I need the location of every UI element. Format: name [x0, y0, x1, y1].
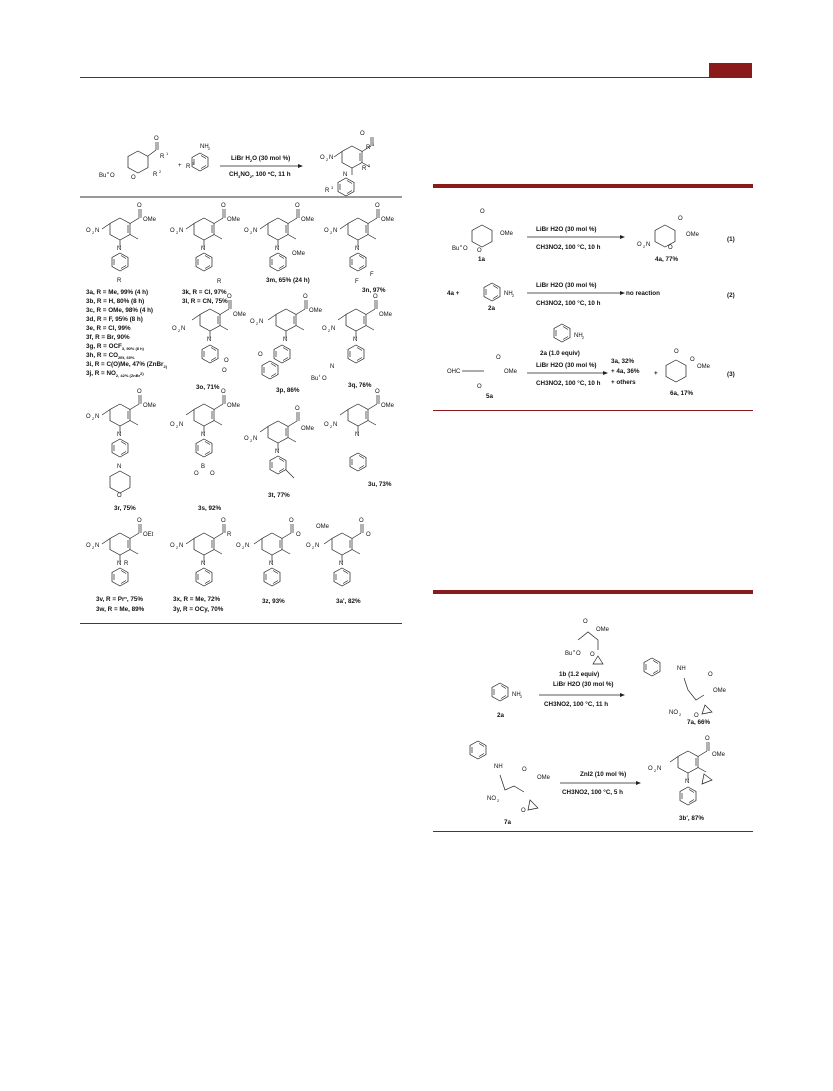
- svg-text:N: N: [95, 414, 100, 420]
- svg-text:O: O: [221, 389, 226, 395]
- svg-text:O: O: [117, 493, 122, 499]
- svg-text:O: O: [360, 131, 365, 137]
- svg-text:O: O: [137, 389, 142, 395]
- svg-text:O: O: [576, 651, 581, 657]
- svg-text:3g, R = OCF3, 90% (8 h): 3g, $R = OCF_{3, 90\% (8 h)}$: [86, 343, 144, 351]
- svg-text:N: N: [283, 337, 288, 343]
- svg-text:2: 2: [92, 416, 95, 421]
- svg-text:NH: NH: [512, 692, 521, 698]
- svg-text:O: O: [296, 532, 301, 538]
- svg-text:OMe: OMe: [712, 752, 726, 758]
- svg-text:O: O: [705, 736, 710, 742]
- svg-text:OMe: OMe: [686, 232, 700, 238]
- svg-text:LiBr H2O (30 mol %): LiBr H2O (30 mol %): [536, 362, 597, 369]
- svg-text:4a, 77%: 4a, 77%: [655, 256, 679, 263]
- compound-3a-3j: [86, 203, 157, 284]
- svg-text:N: N: [179, 422, 184, 428]
- svg-text:OMe: OMe: [504, 369, 518, 375]
- compound-3o: [172, 294, 247, 391]
- svg-text:O: O: [359, 518, 364, 524]
- svg-text:OHC: OHC: [447, 369, 461, 375]
- svg-text:6a, 17%: 6a, 17%: [670, 390, 694, 397]
- svg-text:R: R: [227, 532, 232, 538]
- svg-text:2a: 2a: [488, 305, 496, 312]
- svg-text:OMe: OMe: [537, 775, 551, 781]
- svg-text:O: O: [322, 376, 327, 382]
- svg-text:3i, R = C(O)Me, 47% (ZnBr2): 3i, R = C(O)Me, 47% (ZnBr$_{2)}$: [86, 361, 168, 369]
- svg-text:N: N: [275, 449, 280, 455]
- svg-text:2a (1.0 equiv): 2a (1.0 equiv): [540, 350, 580, 357]
- svg-text:2: 2: [582, 335, 585, 340]
- svg-text:2: 2: [242, 545, 245, 550]
- svg-text:N: N: [179, 228, 184, 234]
- svg-text:O: O: [210, 471, 215, 477]
- svg-text:Bu: Bu: [311, 376, 319, 382]
- svg-text:O: O: [477, 248, 482, 254]
- svg-text:2: 2: [330, 230, 333, 235]
- svg-text:N: N: [275, 246, 280, 252]
- svg-text:1a: 1a: [478, 256, 486, 263]
- svg-text:O: O: [86, 414, 91, 420]
- svg-text:t: t: [319, 373, 321, 378]
- svg-text:OMe: OMe: [227, 217, 241, 223]
- svg-text:OMe: OMe: [143, 403, 157, 409]
- svg-text:1: 1: [166, 151, 169, 156]
- svg-text:2: 2: [679, 712, 682, 717]
- svg-text:Bu: Bu: [99, 173, 107, 179]
- svg-text:N: N: [245, 543, 250, 549]
- svg-text:LiBr H2O (30 mol %): LiBr $H_2O$ (30 mol %): [231, 155, 291, 163]
- compound-3q: [311, 294, 393, 389]
- svg-text:2a: 2a: [497, 712, 505, 719]
- svg-text:O: O: [258, 352, 263, 358]
- svg-text:OMe: OMe: [301, 426, 315, 432]
- svg-text:2: 2: [328, 328, 331, 333]
- svg-text:O: O: [463, 246, 468, 252]
- svg-text:n: n: [573, 648, 576, 653]
- svg-text:OMe: OMe: [227, 403, 241, 409]
- svg-text:3r, 75%: 3r, 75%: [114, 505, 136, 512]
- svg-text:R: R: [124, 561, 129, 567]
- svg-text:N: N: [315, 543, 320, 549]
- svg-text:O: O: [110, 173, 115, 179]
- svg-text:3o, 71%: 3o, 71%: [196, 384, 220, 391]
- svg-text:N: N: [117, 432, 122, 438]
- svg-text:O: O: [322, 326, 327, 332]
- svg-text:N: N: [117, 561, 122, 567]
- svg-text:+ others: + others: [611, 379, 636, 386]
- svg-text:NH: NH: [574, 333, 583, 339]
- svg-text:O: O: [373, 294, 378, 300]
- svg-text:3c, R = OMe, 98% (4 h): 3c, R = OMe, 98% (4 h): [86, 307, 154, 314]
- svg-text:N: N: [201, 561, 206, 567]
- svg-text:O: O: [583, 619, 588, 625]
- svg-text:O: O: [250, 319, 255, 325]
- svg-text:7a: 7a: [504, 819, 512, 826]
- svg-text:2: 2: [250, 230, 253, 235]
- svg-text:3w, R = Me, 89%: 3w, R = Me, 89%: [96, 606, 145, 613]
- svg-text:O: O: [137, 203, 142, 209]
- svg-text:3: 3: [192, 161, 195, 166]
- svg-text:R: R: [217, 279, 222, 285]
- svg-text:O: O: [324, 422, 329, 428]
- svg-text:3u, 73%: 3u, 73%: [368, 481, 392, 488]
- svg-text:NH: NH: [200, 144, 209, 150]
- svg-text:O: O: [648, 766, 653, 772]
- svg-text:NH: NH: [494, 764, 503, 770]
- svg-text:O: O: [480, 209, 485, 215]
- svg-text:N: N: [253, 436, 258, 442]
- svg-text:3y, R = OCy, 70%: 3y, R = OCy, 70%: [173, 606, 224, 613]
- svg-text:+ 4a, 36%: + 4a, 36%: [611, 368, 640, 375]
- svg-text:ZnI2 (10 mol %): ZnI2 (10 mol %): [580, 771, 627, 778]
- compound-3z: [236, 518, 330, 605]
- svg-text:OMe: OMe: [309, 308, 323, 314]
- svg-text:O: O: [674, 349, 679, 355]
- scheme2-reactions: [447, 209, 735, 400]
- svg-text:O: O: [306, 543, 311, 549]
- svg-text:3a, 32%: 3a, 32%: [611, 358, 635, 365]
- svg-text:CH3NO2, 100 oC, 11 h: $CH_3NO_2$, 100 $^o$C, 11 h: [229, 170, 291, 179]
- svg-text:O: O: [303, 294, 308, 300]
- svg-text:2: 2: [92, 230, 95, 235]
- svg-text:O: O: [496, 355, 501, 361]
- svg-text:F: F: [370, 272, 374, 278]
- svg-text:LiBr H2O (30 mol %): LiBr H2O (30 mol %): [536, 226, 597, 233]
- svg-text:N: N: [331, 326, 336, 332]
- svg-text:3b, R = H, 80% (8 h): 3b, R = H, 80% (8 h): [86, 298, 145, 305]
- svg-text:O: O: [222, 368, 227, 374]
- svg-text:N: N: [95, 228, 100, 234]
- svg-text:LiBr H2O (30 mol %): LiBr H2O (30 mol %): [536, 282, 597, 289]
- compound-3n: [324, 203, 395, 294]
- svg-text:N: N: [253, 228, 258, 234]
- svg-text:3x, R = Me, 72%: 3x, R = Me, 72%: [173, 596, 221, 603]
- svg-text:O: O: [320, 155, 325, 161]
- svg-text:O: O: [678, 216, 683, 222]
- compound-3m: [244, 203, 315, 284]
- svg-text:O: O: [668, 245, 673, 251]
- compound-3a-prime: [306, 518, 371, 605]
- compound-3v-3w: [86, 518, 154, 613]
- plus-sign: +: [178, 163, 182, 169]
- svg-text:2: 2: [520, 694, 523, 699]
- svg-text:N: N: [207, 337, 212, 343]
- svg-text:N: N: [117, 246, 122, 252]
- svg-text:N: N: [181, 326, 186, 332]
- svg-text:NH: NH: [504, 291, 513, 297]
- svg-text:NH: NH: [677, 666, 686, 672]
- svg-text:3z, 93%: 3z, 93%: [262, 598, 285, 605]
- svg-text:O: O: [521, 808, 526, 814]
- svg-text:OMe: OMe: [713, 688, 727, 694]
- svg-text:2: 2: [178, 328, 181, 333]
- svg-text:2: 2: [250, 438, 253, 443]
- svg-text:OMe: OMe: [316, 524, 330, 530]
- svg-text:Bu: Bu: [565, 651, 573, 657]
- svg-text:R: R: [153, 172, 158, 178]
- compound-3u: [324, 389, 395, 488]
- svg-text:+: +: [654, 370, 658, 377]
- svg-text:OEt: OEt: [143, 532, 154, 538]
- svg-text:O: O: [694, 713, 699, 719]
- svg-text:N: N: [685, 779, 690, 785]
- svg-text:3l, R = CN, 75%: 3l, R = CN, 75%: [182, 298, 228, 305]
- svg-text:2: 2: [256, 321, 259, 326]
- svg-text:OMe: OMe: [381, 217, 395, 223]
- svg-text:2: 2: [159, 169, 162, 174]
- svg-text:5a: 5a: [486, 393, 494, 400]
- svg-text:2: 2: [368, 163, 371, 168]
- svg-text:2: 2: [208, 146, 211, 151]
- svg-text:N: N: [343, 172, 348, 178]
- svg-text:3e, R = Cl, 99%: 3e, R = Cl, 99%: [86, 325, 131, 332]
- svg-text:1: 1: [372, 142, 375, 147]
- svg-text:O: O: [366, 532, 371, 538]
- svg-text:O: O: [170, 422, 175, 428]
- svg-text:N: N: [201, 432, 206, 438]
- svg-text:O: O: [522, 767, 527, 773]
- svg-text:NO: NO: [487, 796, 496, 802]
- svg-text:CH3NO2, 100 °C, 10 h: CH3NO2, 100 °C, 10 h: [536, 244, 601, 251]
- svg-text:OMe: OMe: [381, 403, 395, 409]
- svg-text:N: N: [339, 561, 344, 567]
- svg-text:3q, 76%: 3q, 76%: [348, 382, 372, 389]
- svg-text:2: 2: [654, 768, 657, 773]
- svg-text:n: n: [460, 243, 463, 248]
- svg-text:O: O: [637, 242, 642, 248]
- svg-text:OMe: OMe: [233, 312, 247, 318]
- svg-text:3j, R = NO2, 42% (ZnBr2): 3j, $R = NO_{2, 42\% (ZnBr}^{2)}$: [86, 370, 144, 378]
- svg-text:N: N: [95, 543, 100, 549]
- svg-text:O: O: [227, 294, 232, 300]
- svg-text:O: O: [289, 518, 294, 524]
- svg-text:CH3NO2, 100 °C, 11 h: CH3NO2, 100 °C, 11 h: [544, 701, 609, 708]
- svg-text:3n, 97%: 3n, 97%: [362, 287, 386, 294]
- svg-text:F: F: [355, 279, 359, 285]
- svg-text:OMe: OMe: [500, 231, 514, 237]
- svg-text:NO: NO: [669, 710, 678, 716]
- compound-3r: [86, 389, 157, 512]
- svg-text:3a, R = Me, 99% (4 h): 3a, R = Me, 99% (4 h): [86, 289, 149, 296]
- svg-text:3: 3: [331, 185, 334, 190]
- svg-text:O: O: [236, 543, 241, 549]
- svg-text:O: O: [708, 672, 713, 678]
- svg-text:B: B: [201, 464, 206, 470]
- svg-text:O: O: [244, 228, 249, 234]
- svg-text:O: O: [131, 175, 136, 181]
- svg-text:O: O: [324, 228, 329, 234]
- svg-text:O: O: [477, 384, 482, 390]
- svg-text:N: N: [117, 464, 122, 470]
- svg-text:O: O: [295, 203, 300, 209]
- svg-text:O: O: [170, 543, 175, 549]
- svg-text:3f, R = Br, 90%: 3f, R = Br, 90%: [86, 334, 130, 341]
- svg-text:OMe: OMe: [301, 217, 315, 223]
- svg-text:n: n: [107, 170, 110, 175]
- svg-text:O: O: [172, 326, 177, 332]
- svg-text:3t, 77%: 3t, 77%: [268, 492, 290, 499]
- svg-text:O: O: [137, 518, 142, 524]
- scheme3-reactions: [470, 619, 727, 826]
- svg-text:OMe: OMe: [379, 312, 393, 318]
- svg-text:2: 2: [497, 798, 500, 803]
- svg-text:N: N: [329, 155, 334, 161]
- svg-text:3m, 65% (24 h): 3m, 65% (24 h): [266, 277, 310, 284]
- svg-text:2: 2: [312, 545, 315, 550]
- svg-text:R: R: [366, 145, 371, 151]
- svg-text:OMe: OMe: [596, 627, 610, 633]
- compound-3s: [170, 389, 241, 512]
- svg-text:2: 2: [92, 545, 95, 550]
- svg-text:CH3NO2, 100 °C, 10 h: CH3NO2, 100 °C, 10 h: [536, 300, 601, 307]
- svg-text:O: O: [194, 471, 199, 477]
- svg-text:O: O: [170, 228, 175, 234]
- svg-text:N: N: [333, 228, 338, 234]
- svg-text:no reaction: no reaction: [626, 290, 660, 297]
- svg-text:O: O: [154, 136, 159, 142]
- svg-text:O: O: [590, 652, 595, 658]
- svg-text:(1): (1): [727, 236, 735, 243]
- svg-text:2: 2: [326, 157, 329, 162]
- compound-3t: [244, 406, 315, 499]
- svg-text:R: R: [186, 164, 191, 170]
- svg-text:7a, 66%: 7a, 66%: [687, 719, 711, 726]
- svg-text:3k, R = Cl, 97%: 3k, R = Cl, 97%: [182, 289, 227, 296]
- svg-text:N: N: [353, 337, 358, 343]
- svg-text:(2): (2): [727, 292, 735, 299]
- svg-text:3p, 86%: 3p, 86%: [276, 387, 300, 394]
- svg-text:O: O: [224, 358, 229, 364]
- compound-3x-3y: [170, 518, 232, 613]
- compound-3k-3l: [170, 203, 241, 305]
- svg-text:O: O: [244, 436, 249, 442]
- svg-text:N: N: [201, 246, 206, 252]
- svg-text:R: R: [160, 154, 165, 160]
- svg-text:O: O: [295, 406, 300, 412]
- svg-text:O: O: [221, 203, 226, 209]
- svg-text:3d, R = F, 95% (8 h): 3d, R = F, 95% (8 h): [86, 316, 143, 323]
- svg-text:R: R: [362, 166, 367, 172]
- svg-text:N: N: [355, 432, 360, 438]
- svg-text:N: N: [330, 364, 335, 370]
- svg-text:2: 2: [176, 230, 179, 235]
- svg-text:3h, R = CO2Et, 60%: 3h, $R = CO_{2Et, 60\%}$: [86, 352, 135, 360]
- svg-text:O: O: [375, 389, 380, 395]
- svg-text:O: O: [221, 518, 226, 524]
- svg-text:3a', 82%: 3a', 82%: [336, 598, 361, 605]
- svg-text:Bu: Bu: [452, 246, 460, 252]
- svg-text:N: N: [657, 766, 662, 772]
- svg-text:OMe: OMe: [292, 251, 306, 257]
- svg-text:O: O: [690, 357, 695, 363]
- svg-text:OMe: OMe: [697, 364, 711, 370]
- svg-text:N: N: [269, 561, 274, 567]
- svg-text:3b', 87%: 3b', 87%: [679, 815, 704, 822]
- svg-text:R: R: [117, 278, 122, 284]
- svg-text:3v, R = Prn, 75%: 3v, $R = Pr^n$, 75%: [96, 595, 143, 603]
- svg-text:LiBr H2O (30 mol %): LiBr H2O (30 mol %): [553, 681, 614, 688]
- svg-text:N: N: [333, 422, 338, 428]
- svg-text:1b (1.2 equiv): 1b (1.2 equiv): [559, 671, 600, 678]
- svg-text:N: N: [179, 543, 184, 549]
- svg-text:N: N: [646, 242, 651, 248]
- svg-text:2: 2: [330, 424, 333, 429]
- svg-text:CH3NO2, 100 °C, 10 h: CH3NO2, 100 °C, 10 h: [536, 380, 601, 387]
- svg-text:2: 2: [643, 244, 646, 249]
- svg-text:2: 2: [512, 293, 515, 298]
- svg-text:O: O: [86, 228, 91, 234]
- svg-text:2: 2: [176, 545, 179, 550]
- svg-text:O: O: [86, 543, 91, 549]
- svg-text:N: N: [259, 319, 264, 325]
- svg-text:(3): (3): [727, 371, 735, 378]
- svg-text:4a +: 4a +: [447, 290, 460, 297]
- svg-text:O: O: [375, 203, 380, 209]
- svg-text:OMe: OMe: [143, 217, 157, 223]
- svg-text:R: R: [325, 188, 330, 194]
- svg-text:N: N: [355, 246, 360, 252]
- svg-text:2: 2: [176, 424, 179, 429]
- scheme1-reaction: [99, 131, 375, 196]
- svg-text:CH3NO2, 100 °C, 5 h: CH3NO2, 100 °C, 5 h: [562, 789, 623, 796]
- svg-text:3s, 92%: 3s, 92%: [198, 505, 222, 512]
